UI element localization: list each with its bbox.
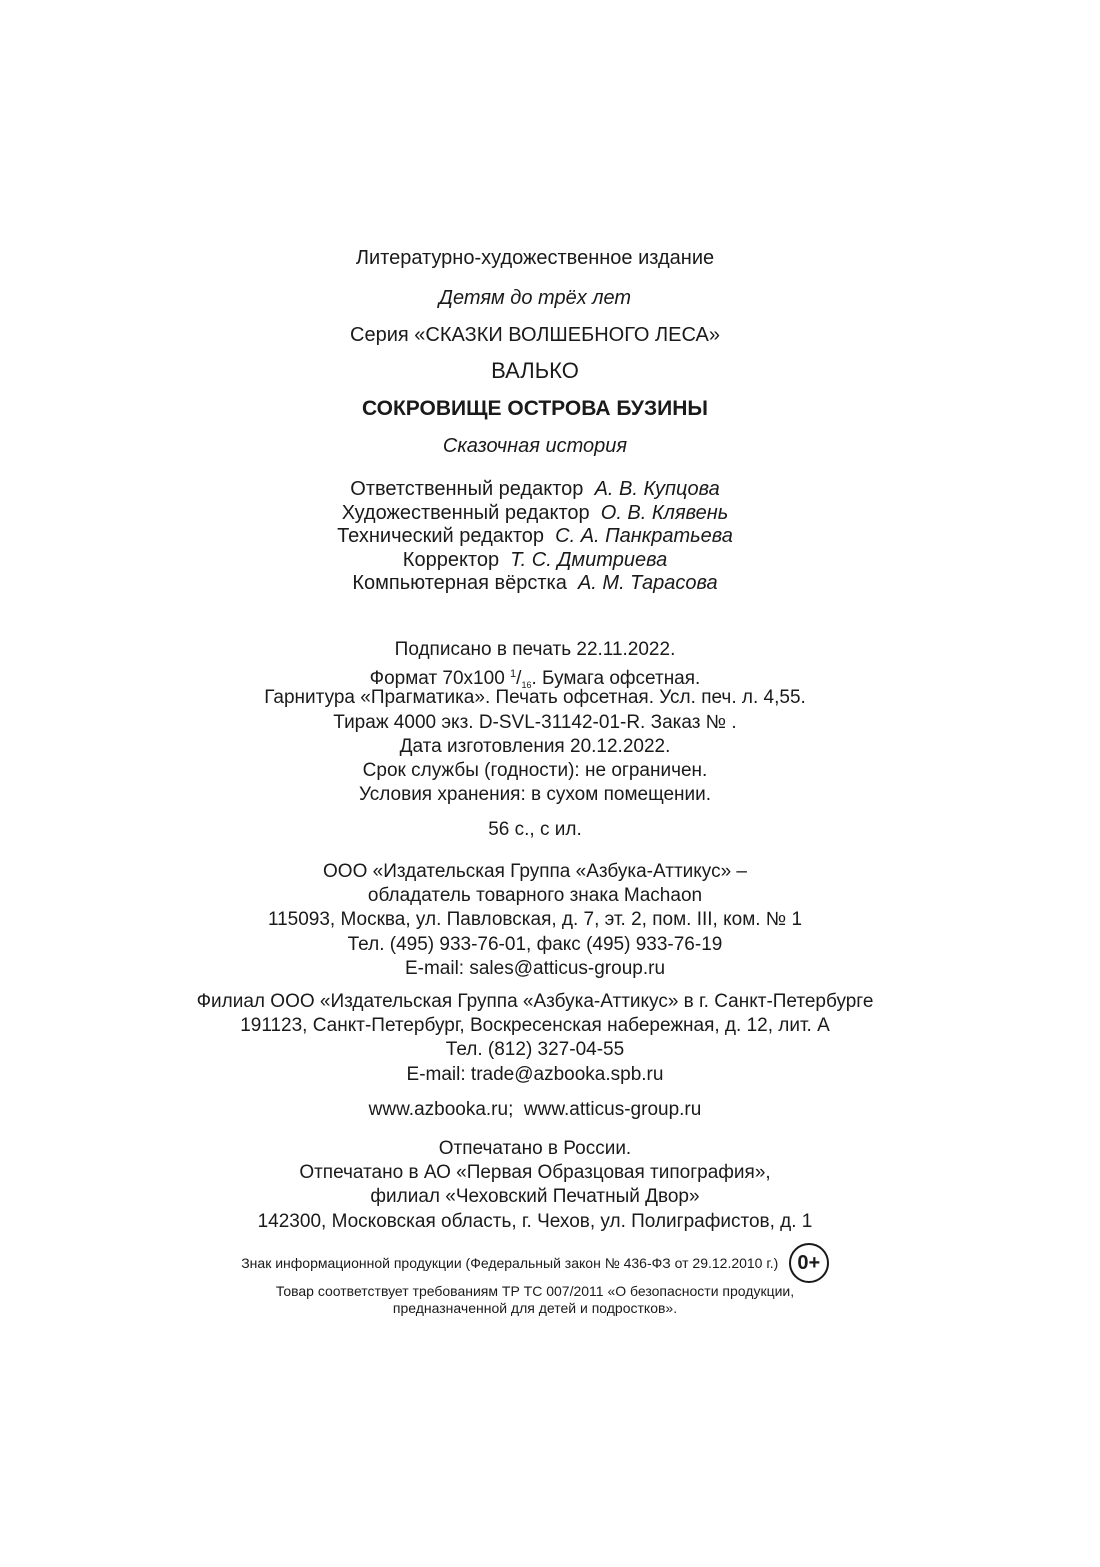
- shelf-life: Срок службы (годности): не ограничен.: [362, 759, 708, 781]
- credit-name: С. А. Панкратьева: [555, 525, 733, 547]
- book-title: СОКРОВИЩЕ ОСТРОВА БУЗИНЫ: [362, 397, 708, 420]
- credit-line: [0, 572, 1070, 596]
- compliance-block: [0, 1283, 1070, 1317]
- printer-line: Отпечатано в России.: [438, 1138, 632, 1159]
- credit-name: А. В. Купцова: [594, 478, 720, 500]
- credit-line: [0, 549, 1070, 573]
- format-line: Формат 70x100 $^1/_{16}$. Бумага офсетная.: [369, 668, 701, 691]
- credit-role: Технический редактор: [337, 525, 545, 547]
- format-prefix: Формат 70x100: [369, 668, 505, 690]
- format-fraction-denominator: 16: [521, 680, 532, 691]
- printer-line: филиал «Чеховский Печатный Двор»: [370, 1186, 700, 1208]
- age-rating-badge: 0+: [789, 1243, 829, 1283]
- series-line: Серия «СКАЗКИ ВОЛШЕБНОГО ЛЕСА»: [350, 324, 720, 346]
- branch-line: 191123, Санкт-Петербург, Воскресенская набережная, д. 12, лит. А: [240, 1015, 830, 1037]
- print-info-block: [0, 638, 1070, 807]
- age-note: Детям до трёх лет: [438, 287, 632, 309]
- compliance-line: предназначенной для детей и подростков».: [392, 1300, 678, 1316]
- pages-block: [0, 818, 1070, 842]
- typeface-line: Гарнитура «Прагматика». Печать офсетная. Усл. печ. л. 4,55.: [264, 687, 806, 709]
- author-name: ВАЛЬКО: [491, 358, 579, 383]
- page-count: 56 с., с ил.: [488, 819, 582, 840]
- credit-role: Компьютерная вёрстка: [352, 572, 567, 594]
- credit-role: Ответственный редактор: [350, 478, 584, 500]
- header-block: [0, 244, 1070, 466]
- format-suffix: . Бумага офсетная.: [531, 668, 701, 690]
- branch-email: E-mail: trade@azbooka.spb.ru: [406, 1063, 664, 1085]
- credit-line: [0, 502, 1070, 526]
- compliance-line: Товар соответствует требованиям ТР ТС 007/2011 «О безопасности продукции,: [275, 1283, 795, 1299]
- publisher-line: Тел. (495) 933-76-01, факс (495) 933-76-19: [347, 933, 723, 955]
- info-sign-row: [0, 1243, 1070, 1283]
- book-subtitle: Сказочная история: [442, 435, 628, 457]
- websites-line: www.azbooka.ru; www.atticus-group.ru: [368, 1099, 702, 1120]
- publisher-line: ООО «Издательская Группа «Азбука-Аттикус» –: [323, 861, 747, 882]
- credit-name: О. В. Клявень: [600, 501, 729, 524]
- credit-name: Т. С. Дмитриева: [510, 548, 668, 571]
- credit-line: [0, 478, 1070, 502]
- manufacture-date: Дата изготовления 20.12.2022.: [399, 735, 671, 757]
- storage-conditions: Условия хранения: в сухом помещении.: [358, 784, 712, 806]
- credit-role: Корректор: [402, 548, 500, 571]
- credit-role: Художественный редактор: [341, 501, 590, 524]
- edition-type: Литературно-художественное издание: [355, 247, 715, 269]
- credit-name: А. М. Тарасова: [577, 572, 718, 594]
- printer-block: [0, 1137, 1070, 1234]
- publisher-email: E-mail: sales@atticus-group.ru: [404, 957, 666, 979]
- printer-line: Отпечатано в АО «Первая Образцовая типография»,: [299, 1162, 771, 1184]
- credits-block: [0, 478, 1070, 596]
- format-fraction-numerator: 1: [510, 668, 517, 681]
- branch-line: Филиал ООО «Издательская Группа «Азбука-Аттикус» в г. Санкт-Петербурге: [196, 991, 874, 1012]
- publisher-block: [0, 860, 1070, 981]
- publisher-line: обладатель товарного знака Machaon: [367, 885, 703, 907]
- publisher-line: 115093, Москва, ул. Павловская, д. 7, эт. 2, пом. III, ком. № 1: [267, 909, 803, 931]
- credit-line: [0, 525, 1070, 549]
- printer-address: 142300, Московская область, г. Чехов, ул. Полиграфистов, д. 1: [257, 1210, 813, 1232]
- signed-date: Подписано в печать 22.11.2022.: [394, 639, 676, 660]
- info-sign-text: Знак информационной продукции (Федеральный закон № 436-ФЗ от 29.12.2010 г.): [241, 1255, 779, 1271]
- websites-block: [0, 1098, 1070, 1122]
- branch-line: Тел. (812) 327-04-55: [445, 1039, 625, 1061]
- print-run-line: Тираж 4000 экз. D-SVL-31142-01-R. Заказ № .: [333, 711, 737, 733]
- branch-block: [0, 990, 1070, 1087]
